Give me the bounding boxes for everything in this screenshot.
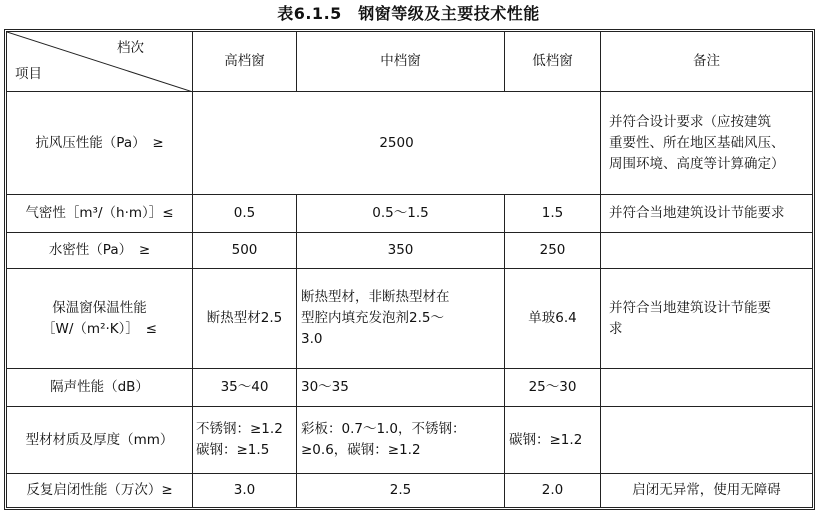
cell-line: 不锈钢：≥1.2 (196, 421, 283, 437)
cell-line: 3.0 (301, 331, 323, 347)
wind-pressure-remark (601, 92, 813, 195)
header-high-grade: 高档窗 (193, 32, 297, 92)
row-item-thermal-insulation (7, 269, 193, 369)
header-row-axis-label: 项目 (15, 66, 42, 82)
header-remark: 备注 (601, 32, 813, 92)
open-close-cycles-high: 3.0 (193, 474, 297, 508)
row-item-water-tightness: 水密性（Pa） ≥ (7, 233, 193, 269)
sound-insulation-mid: 30～35 (297, 369, 505, 407)
table-row (7, 269, 813, 369)
header-column-axis-label: 档次 (117, 40, 144, 56)
cell-line: 碳钢：≥1.5 (196, 442, 270, 458)
remark-line: 并符合设计要求（应按建筑 (609, 113, 771, 130)
sound-insulation-low: 25～30 (505, 369, 601, 407)
water-tightness-remark (601, 233, 813, 269)
row-item-open-close-cycles: 反复启闭性能（万次）≥ (7, 474, 193, 508)
cell-line: 彩板：0.7～1.0，不锈钢： (301, 421, 466, 437)
water-tightness-mid: 350 (297, 233, 505, 269)
open-close-cycles-remark: 启闭无异常，使用无障碍 (601, 474, 813, 508)
open-close-cycles-mid: 2.5 (297, 474, 505, 508)
remark-line: 求 (609, 320, 623, 337)
sound-insulation-high: 35～40 (193, 369, 297, 407)
profile-material-remark (601, 407, 813, 474)
air-tightness-high: 0.5 (193, 195, 297, 233)
table-row (7, 474, 813, 508)
item-line: ［W/（m²·K）］ ≤ (42, 320, 157, 337)
air-tightness-low: 1.5 (505, 195, 601, 233)
table-row (7, 92, 813, 195)
remark-line: 周围环境、高度等计算确定） (609, 155, 785, 172)
sound-insulation-remark (601, 369, 813, 407)
thermal-insulation-mid (297, 269, 505, 369)
profile-material-high (193, 407, 297, 474)
thermal-insulation-low: 单玻6.4 (505, 269, 601, 369)
cell-line: ≥0.6，碳钢：≥1.2 (301, 442, 421, 458)
table-row (7, 369, 813, 407)
profile-material-mid (297, 407, 505, 474)
row-item-profile-material: 型材材质及厚度（mm） (7, 407, 193, 474)
profile-material-low: 碳钢：≥1.2 (505, 407, 601, 474)
water-tightness-low: 250 (505, 233, 601, 269)
header-corner-cell (7, 32, 193, 92)
cell-line: 型腔内填充发泡剂2.5～ (301, 310, 444, 326)
header-row (7, 32, 813, 92)
table-caption: 表6.1.5 钢窗等级及主要技术性能 (277, 4, 540, 23)
table-row (7, 195, 813, 233)
cell-line: 断热型材，非断热型材在 (301, 289, 450, 305)
thermal-insulation-remark (601, 269, 813, 369)
water-tightness-high: 500 (193, 233, 297, 269)
wind-pressure-value: 2500 (193, 92, 601, 195)
item-line: 保温窗保温性能 (52, 299, 147, 316)
air-tightness-mid: 0.5～1.5 (297, 195, 505, 233)
table-row (7, 407, 813, 474)
header-low-grade: 低档窗 (505, 32, 601, 92)
remark-line: 重要性、所在地区基础风压、 (609, 134, 785, 151)
thermal-insulation-high: 断热型材2.5 (193, 269, 297, 369)
remark-line: 并符合当地建筑设计节能要 (609, 299, 771, 316)
header-mid-grade: 中档窗 (297, 32, 505, 92)
row-item-air-tightness: 气密性［m³/（h·m）］≤ (7, 195, 193, 233)
steel-window-grade-table (6, 31, 813, 508)
open-close-cycles-low: 2.0 (505, 474, 601, 508)
air-tightness-remark: 并符合当地建筑设计节能要求 (601, 195, 813, 233)
row-item-wind-pressure: 抗风压性能（Pa） ≥ (7, 92, 193, 195)
table-row (7, 233, 813, 269)
row-item-sound-insulation: 隔声性能（dB） (7, 369, 193, 407)
